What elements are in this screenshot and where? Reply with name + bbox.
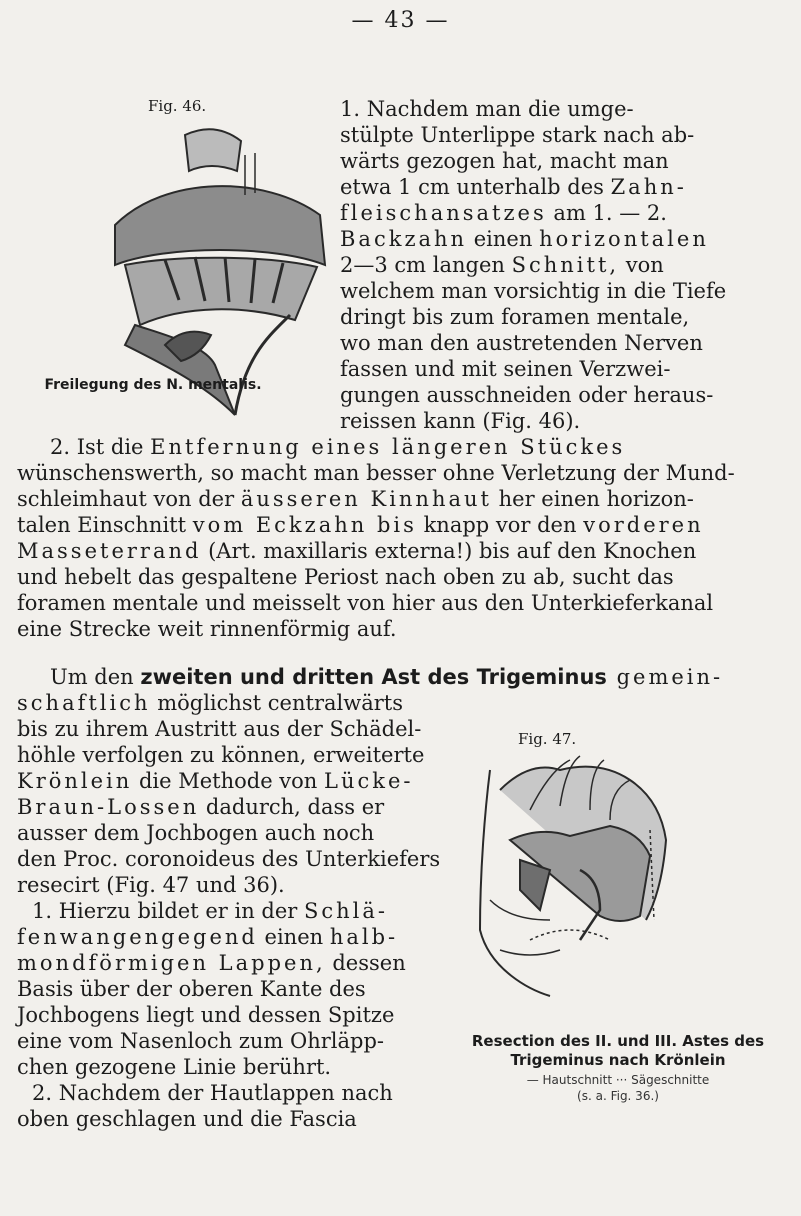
spaced-term: Masseterrand: [17, 539, 202, 563]
p2-line-4: [17, 512, 704, 538]
text-run: 2—3 cm langen: [340, 253, 512, 277]
spaced-term: Krönlein: [17, 769, 133, 793]
p2-line-3: [17, 486, 694, 512]
p1-line-13: reissen kann (Fig. 46).: [340, 409, 581, 433]
p1-line-6: [340, 226, 709, 252]
p2-line-1: [50, 434, 625, 460]
spaced-term: Braun-Lossen: [17, 795, 200, 819]
spaced-term: halb-: [329, 925, 399, 949]
p1-line-2: stülpte Unterlippe stark nach ab-: [340, 123, 695, 147]
figure-47-illustration: [470, 750, 680, 1000]
p1-line-7: [340, 252, 664, 278]
spaced-term: horizontalen: [539, 227, 709, 251]
p3-line-7: ausser dem Jochbogen auch noch: [17, 821, 375, 845]
p3-line-17: 2. Nachdem der Hautlappen nach: [32, 1081, 393, 1105]
spaced-term: Zahn-: [610, 175, 687, 199]
p3-line-5: [17, 768, 414, 794]
p1-line-5: [340, 200, 667, 226]
figure-47-caption-line-1: Resection des II. und III. Astes des: [471, 1032, 765, 1050]
p1-line-8: welchem man vorsichtig in die Tiefe: [340, 279, 727, 303]
p2-line-2: wünschenswerth, so macht man besser ohne Verletzung der Mund-: [17, 461, 735, 485]
spaced-term: Schnitt,: [511, 253, 620, 277]
p1-line-12: gungen ausschneiden oder heraus-: [340, 383, 714, 407]
page-number: — 43 —: [351, 8, 450, 33]
p2-line-7: foramen mentale und meisselt von hier aus den Unterkieferkanal: [17, 591, 714, 615]
p3-line-15: eine vom Nasenloch zum Ohrläpp-: [17, 1029, 384, 1053]
p2-line-8: eine Strecke weit rinnenförmig auf.: [17, 617, 397, 641]
p3-line-18: oben geschlagen und die Fascia: [17, 1107, 357, 1131]
p1-line-3: wärts gezogen hat, macht man: [340, 149, 669, 173]
text-run: 1. Hierzu bildet er in der: [32, 899, 304, 923]
p2-line-5: [17, 538, 696, 564]
spaced-term: schaftlich: [17, 691, 151, 715]
p3-line-12: [17, 950, 406, 976]
p3-line-3: bis zu ihrem Austritt aus der Schädel-: [17, 717, 422, 741]
text-run: (Art. maxillaris externa!) bis auf den Knochen: [201, 539, 697, 563]
text-run: her einen horizon-: [491, 487, 694, 511]
p1-line-4: [340, 174, 687, 200]
p3-line-9: resecirt (Fig. 47 und 36).: [17, 873, 285, 897]
p1-line-9: dringt bis zum foramen mentale,: [340, 305, 690, 329]
spaced-term: gemein-: [606, 665, 724, 689]
spaced-term: Entfernung eines längeren Stückes: [150, 435, 626, 459]
text-run: Um den: [50, 665, 141, 689]
text-run: die Methode von: [132, 769, 325, 793]
text-run: möglichst centralwärts: [150, 691, 403, 715]
spaced-term: Schlä-: [303, 899, 388, 923]
spaced-term: mondförmigen Lappen,: [17, 951, 326, 975]
text-run: am 1. — 2.: [546, 201, 667, 225]
figure-47-legend: — Hautschnitt ··· Sägeschnitte: [526, 1073, 710, 1087]
p3-line-8: den Proc. coronoideus des Unterkiefers: [17, 847, 441, 871]
p3-line-10: [32, 898, 388, 924]
p3-line-14: Jochbogens liegt und dessen Spitze: [17, 1003, 395, 1027]
p1-line-11: fassen und mit seinen Verzwei-: [340, 357, 671, 381]
p2-line-6: und hebelt das gespaltene Periost nach oben zu ab, sucht das: [17, 565, 674, 589]
spaced-term: fleischansatzes: [340, 201, 547, 225]
p3-line-13: Basis über der oberen Kante des: [17, 977, 366, 1001]
spaced-term: Lücke-: [324, 769, 414, 793]
text-run: einen: [257, 925, 330, 949]
figure-46-caption: Freilegung des N. mentalis.: [44, 377, 262, 393]
p3-line-4: höhle verfolgen zu können, erweiterte: [17, 743, 425, 767]
figure-46-label: Fig. 46.: [148, 97, 207, 115]
p3-line-11: [17, 924, 398, 950]
spaced-term: äusseren Kinnhaut: [240, 487, 492, 511]
p3-line-2: [17, 690, 403, 716]
p3-line-1: [50, 664, 723, 690]
p1-line-10: wo man den austretenden Nerven: [340, 331, 703, 355]
text-run: dessen: [325, 951, 406, 975]
section-emphasis: zweiten und dritten Ast des Trigeminus: [140, 665, 607, 689]
text-run: 2. Ist die: [50, 435, 151, 459]
text-run: von: [619, 253, 664, 277]
p1-line-1: 1. Nachdem man die umge-: [340, 97, 634, 121]
text-run: dadurch, dass er: [199, 795, 385, 819]
figure-47-label: Fig. 47.: [518, 730, 577, 748]
spaced-term: vorderen: [583, 513, 704, 537]
p3-line-6: [17, 794, 384, 820]
spaced-term: Backzahn: [340, 227, 468, 251]
text-run: einen: [467, 227, 540, 251]
figure-47-reference: (s. a. Fig. 36.): [577, 1089, 659, 1103]
spaced-term: vom Eckzahn bis: [192, 513, 417, 537]
spaced-term: fenwangengegend: [17, 925, 258, 949]
text-run: schleimhaut von der: [17, 487, 241, 511]
text-run: etwa 1 cm unterhalb des: [340, 175, 611, 199]
text-run: talen Einschnitt: [17, 513, 193, 537]
p3-line-16: chen gezogene Linie berührt.: [17, 1055, 332, 1079]
text-run: knapp vor den: [416, 513, 584, 537]
figure-47-caption-line-2: Trigeminus nach Krönlein: [510, 1051, 726, 1069]
